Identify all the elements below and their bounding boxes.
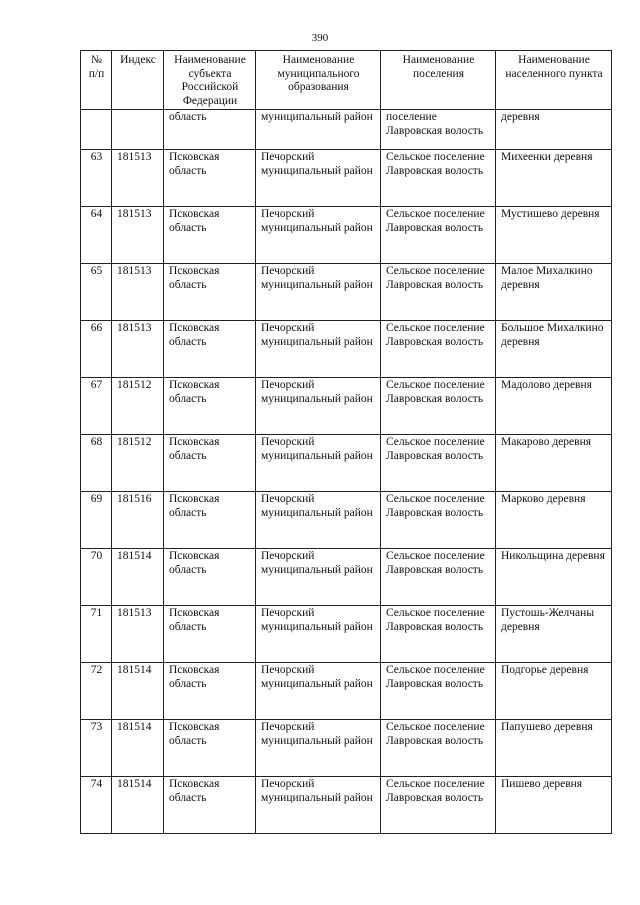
cell-settlement: Сельское поселение Лавровская волость — [381, 492, 496, 549]
header-municipality: Наименование муниципального образования — [256, 51, 381, 110]
cell-num: 65 — [81, 264, 112, 321]
cell-num: 73 — [81, 720, 112, 777]
cell-subject: Псковская область — [164, 720, 256, 777]
cell-municipality: Печорский муниципальный район — [256, 720, 381, 777]
cell-num: 63 — [81, 150, 112, 207]
cell-locality: Макарово деревня — [496, 435, 612, 492]
cell-subject: Псковская область — [164, 777, 256, 834]
cell-num: 74 — [81, 777, 112, 834]
cell-num: 71 — [81, 606, 112, 663]
cell-settlement: Сельское поселение Лавровская волость — [381, 207, 496, 264]
cell-settlement: Сельское поселение Лавровская волость — [381, 720, 496, 777]
cell-settlement: Сельское поселение Лавровская волость — [381, 435, 496, 492]
cell-subject: Псковская область — [164, 435, 256, 492]
cell-subject: область — [164, 110, 256, 150]
cell-index: 181516 — [112, 492, 164, 549]
cell-num: 68 — [81, 435, 112, 492]
table-row — [81, 435, 612, 492]
cell-locality: Марково деревня — [496, 492, 612, 549]
header-num: № п/п — [81, 51, 112, 110]
table-row — [81, 378, 612, 435]
header-locality: Наименование населенного пункта — [496, 51, 612, 110]
cell-settlement: Сельское поселение Лавровская волость — [381, 264, 496, 321]
cell-index: 181514 — [112, 663, 164, 720]
cell-settlement: Сельское поселение Лавровская волость — [381, 150, 496, 207]
cell-settlement: Сельское поселение Лавровская волость — [381, 663, 496, 720]
header-settlement: Наименование поселения — [381, 51, 496, 110]
cell-municipality: Печорский муниципальный район — [256, 492, 381, 549]
cell-num: 64 — [81, 207, 112, 264]
cell-num: 70 — [81, 549, 112, 606]
table-body — [81, 110, 612, 834]
cell-municipality: Печорский муниципальный район — [256, 150, 381, 207]
cell-municipality: Печорский муниципальный район — [256, 378, 381, 435]
cell-subject: Псковская область — [164, 549, 256, 606]
cell-subject: Псковская область — [164, 207, 256, 264]
cell-subject: Псковская область — [164, 321, 256, 378]
cell-index: 181513 — [112, 321, 164, 378]
table-row — [81, 720, 612, 777]
locality-registry-table — [80, 50, 612, 834]
cell-index: 181513 — [112, 264, 164, 321]
table-row — [81, 321, 612, 378]
table-row — [81, 606, 612, 663]
table-row — [81, 663, 612, 720]
cell-index: 181514 — [112, 720, 164, 777]
cell-locality: Большое Михалкино деревня — [496, 321, 612, 378]
cell-locality: Мадолово деревня — [496, 378, 612, 435]
page-number: 390 — [311, 32, 329, 44]
cell-municipality: Печорский муниципальный район — [256, 549, 381, 606]
cell-settlement: Сельское поселение Лавровская волость — [381, 321, 496, 378]
header-row — [81, 51, 612, 110]
header-index: Индекс — [112, 51, 164, 110]
cell-municipality: Печорский муниципальный район — [256, 606, 381, 663]
cell-settlement: Сельское поселение Лавровская волость — [381, 549, 496, 606]
cell-municipality: Печорский муниципальный район — [256, 264, 381, 321]
cell-locality: Подгорье деревня — [496, 663, 612, 720]
cell-index — [112, 110, 164, 150]
cell-index: 181514 — [112, 549, 164, 606]
table-row-continued — [81, 110, 612, 150]
cell-index: 181512 — [112, 378, 164, 435]
cell-locality: Мустишево деревня — [496, 207, 612, 264]
cell-settlement: Сельское поселение Лавровская волость — [381, 606, 496, 663]
cell-index: 181512 — [112, 435, 164, 492]
cell-locality: Малое Михалкино деревня — [496, 264, 612, 321]
cell-index: 181514 — [112, 777, 164, 834]
cell-locality: Пишево деревня — [496, 777, 612, 834]
cell-locality: Михеенки деревня — [496, 150, 612, 207]
cell-num: 67 — [81, 378, 112, 435]
table-header — [81, 51, 612, 110]
cell-settlement: Сельское поселение Лавровская волость — [381, 378, 496, 435]
cell-locality: Папушево деревня — [496, 720, 612, 777]
cell-municipality: муниципальный район — [256, 110, 381, 150]
cell-subject: Псковская область — [164, 378, 256, 435]
cell-index: 181513 — [112, 150, 164, 207]
cell-municipality: Печорский муниципальный район — [256, 207, 381, 264]
table-row — [81, 264, 612, 321]
table-row — [81, 492, 612, 549]
cell-subject: Псковская область — [164, 150, 256, 207]
cell-municipality: Печорский муниципальный район — [256, 777, 381, 834]
cell-municipality: Печорский муниципальный район — [256, 663, 381, 720]
cell-locality: Пустошь-Желчаны деревня — [496, 606, 612, 663]
table-row — [81, 207, 612, 264]
cell-num: 72 — [81, 663, 112, 720]
header-subject: Наименование субъекта Российской Федерации — [164, 51, 256, 110]
cell-subject: Псковская область — [164, 492, 256, 549]
cell-num: 66 — [81, 321, 112, 378]
cell-subject: Псковская область — [164, 663, 256, 720]
cell-subject: Псковская область — [164, 264, 256, 321]
cell-municipality: Печорский муниципальный район — [256, 321, 381, 378]
table-row — [81, 549, 612, 606]
cell-index: 181513 — [112, 606, 164, 663]
cell-num: 69 — [81, 492, 112, 549]
cell-settlement: поселение Лавровская волость — [381, 110, 496, 150]
cell-municipality: Печорский муниципальный район — [256, 435, 381, 492]
cell-locality: деревня — [496, 110, 612, 150]
table-row — [81, 150, 612, 207]
table-row — [81, 777, 612, 834]
cell-settlement: Сельское поселение Лавровская волость — [381, 777, 496, 834]
cell-subject: Псковская область — [164, 606, 256, 663]
cell-locality: Никольщина деревня — [496, 549, 612, 606]
cell-index: 181513 — [112, 207, 164, 264]
cell-num — [81, 110, 112, 150]
